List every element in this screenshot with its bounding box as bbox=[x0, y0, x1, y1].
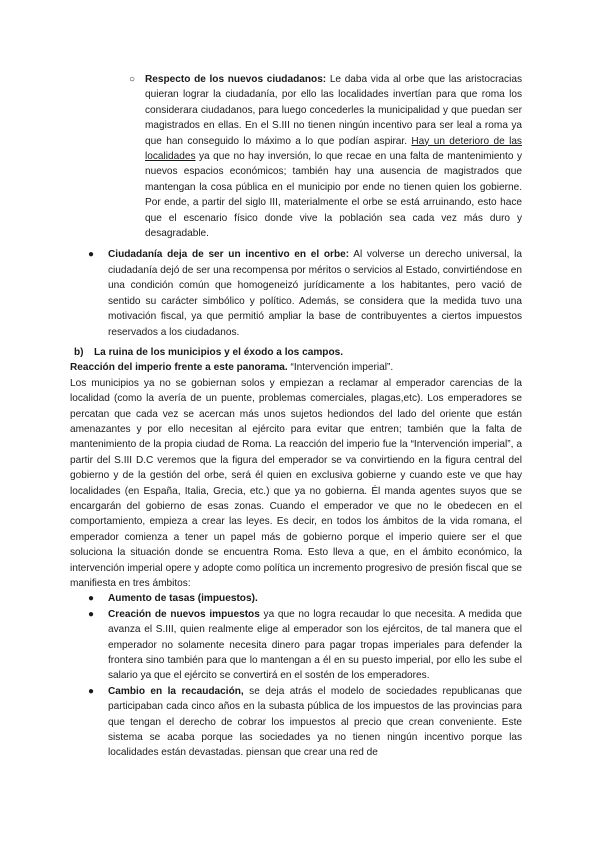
item-text-continued: ya que no hay inversión, lo que recae en una falta de mantenimiento y nuevos espacios económicos; también hay una ausencia de magistrados que mantengan la cosa pública en el municipio por ende no tienen quien los gobierne. Por ende, a partir del siglo III, materialmente el orbe se está arruinando, esto hace que el escenario físico donde vive la población sea cada vez más duro y desagradable. bbox=[145, 151, 522, 240]
item-heading: Ciudadanía deja de ser un incentivo en el orbe: bbox=[108, 249, 350, 261]
item-heading: Creación de nuevos impuestos bbox=[108, 608, 260, 620]
item-heading: Aumento de tasas (impuestos). bbox=[108, 593, 258, 605]
item-heading: Respecto de los nuevos ciudadanos: bbox=[145, 74, 327, 85]
item-heading: Cambio en la recaudación, bbox=[108, 685, 244, 697]
reaction-text: “Intervención imperial”. bbox=[287, 362, 394, 374]
main-paragraph: Los municipios ya no se gobiernan solos y empiezan a reclamar al emperador carencias de la localidad (como la avería de un puente, problemas comerciales, plagas,etc). Los emperadores se percatan que cada vez se acercan más unos sujetos hediondos del lado del oriente que están amenazantes y por ello necesitan al ejército para evitar que entren; también que la falta de mantenimiento de la propia ciudad de Roma. La reacción del imperio fue la “Intervención imperial”, a partir del S.III D.C veremos que la figura del emperador se va convirtiendo en la figura central del gobierno y de la gestión del orbe, será él quien en exclusiva gobierne y cuando este ve que hay localidades (en España, Italia, Grecia, etc.) que ya no gobierna. Él manda agentes suyos que se encargarán del gobierno de esas zonas. Cuando el emperador ve que no le obedecen en el comportamiento, empieza a crear las leyes. Es decir, en todos los ámbitos de la vida romana, el emperador comienza a tener un papel más de gobierno porque el imperio quiere ser el que soluciona la situación donde se encuentra Roma. Esto lleva a que, en el ámbito económico, la intervención imperial opere y adopte como política un incremento progresivo de presión fiscal que se manifiesta en tres ámbitos: bbox=[70, 377, 522, 589]
bullet-icon: ● bbox=[88, 685, 95, 697]
item-text: Le daba vida al orbe que las aristocracias quieran lograr la ciudadanía, por ello las localidades invertían para que roma los considerara ciudadanos, para luego concederles la municipalidad y que puedan ser magistrados en ellas. En el S.III no tienen ningún incentivo para ser leal a roma ya que han conseguido lo máximo a lo que podían aspirar. bbox=[145, 74, 522, 147]
bullet-item-recaudacion bbox=[74, 684, 522, 761]
item-text: Al volverse un derecho universal, la ciudadanía dejó de ser una recompensa por méritos o servicios al Estado, convirtiéndose en una condición común que homogeneizó jurídicamente a los habitantes, pero vació de sentido su carácter simbólico y político. Además, se considera que la medida tuvo una motivación fiscal, ya que permitió ampliar la base de contribuyentes a ciertos impuestos reservados a los ciudadanos. bbox=[108, 249, 522, 338]
circle-item-nuevos-ciudadanos bbox=[74, 72, 522, 241]
bullet-item-tasas bbox=[74, 591, 522, 606]
underlined-text: Hay un deterioro de las localidades bbox=[145, 135, 522, 163]
bullet-item-ciudadania bbox=[74, 247, 522, 339]
reaction-bold: Reacción del imperio frente a este panorama. bbox=[70, 362, 288, 374]
circle-bullet-icon: ○ bbox=[129, 74, 136, 85]
bullet-icon: ● bbox=[88, 608, 95, 620]
bullet-icon: ● bbox=[88, 249, 95, 261]
section-title: La ruina de los municipios y el éxodo a los campos. bbox=[94, 346, 344, 358]
bullet-icon: ● bbox=[88, 593, 95, 605]
section-marker: b) bbox=[74, 346, 84, 358]
section-heading-b bbox=[74, 345, 522, 360]
reaction-heading bbox=[70, 360, 522, 375]
bullet-item-nuevos-impuestos bbox=[74, 607, 522, 684]
item-text: se deja atrás el modelo de sociedades republicanas que participaban cada cinco años en la subasta pública de los impuestos de las provincias para que tengan el derecho de cobrar los impuestos al precio que crean conveniente. Este sistema se acaba porque las sociedades ya no tienen ningún incentivo porque las localidades están devastadas. piensan que crear una red de bbox=[108, 685, 522, 759]
item-text: ya que no logra recaudar lo que necesita. A medida que avanza el S.III, quien realmente elige al emperador son los ejércitos, de tal manera que el emperador no solamente necesita dinero para pagar tropas imperiales para defender la frontera sino también para que lo mantengan a él en su puesto imperial, por ello les sube el salario ya que el ejército se convertirá en el sostén de los emperadores. bbox=[108, 608, 522, 682]
